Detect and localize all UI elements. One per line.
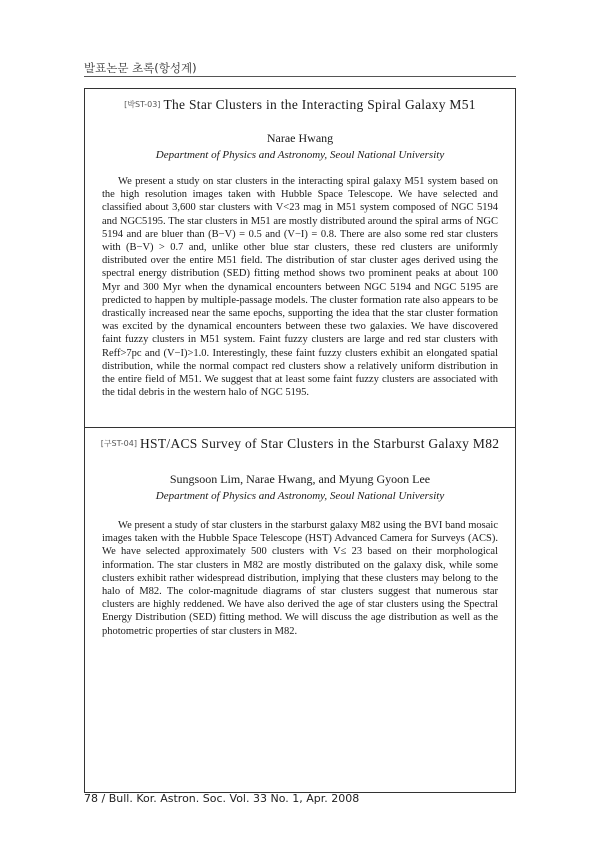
abstract-affiliation: Department of Physics and Astronomy, Seoul National University <box>155 490 445 502</box>
abstract-box-1 <box>84 88 516 428</box>
abstract-code: [박ST-03] <box>124 100 161 110</box>
abstract-title: HST/ACS Survey of Star Clusters in the Starburst Galaxy M82 <box>139 436 500 451</box>
abstract-authors: Sungsoon Lim, Narae Hwang, and Myung Gyoon Lee <box>169 472 431 486</box>
abstract-authors: Narae Hwang <box>266 131 334 145</box>
page-footer: 78 / Bull. Kor. Astron. Soc. Vol. 33 No. 1, Apr. 2008 <box>84 792 360 805</box>
abstract-body: We present a study on star clusters in the interacting spiral galaxy M51 system based on the high resolution images taken with Hubble Space Telescope. We have selected and classified about 3,600 star clusters with V<23 mag in M51 system composed of NGC 5194 and NGC5195. The star clusters in M51 are mostly distributed around the spiral arms of NGC 5194 and are bluer than (B−V) = 0.5 and (V−I) = 0.8. There are also some red star clusters with (B−V) > 0.7 and, unlike other blue star clusters, these red clusters are uniformly distributed over the entire M51 field. The distribution of star cluster ages derived using the spectral energy distribution (SED) fitting method shows two prominent peaks at about 100 Myr and 300 Myr when the dynamical encounters between NGC 5194 and NGC 5195 are predicted to happen by multiple-passage models. The cluster formation rate also appears to be drastically increased near the same epochs, supporting the idea that the star cluster formation was excited by the dynamical encounters between these two galaxies. We have discovered faint fuzzy clusters in M51 system. Faint fuzzy clusters are large and red star clusters with Reff>7pc and (V−I)>1.0. Interestingly, these faint fuzzy clusters exhibit an elongated spatial distribution, while the normal compact red clusters show a relatively uniform distribution in the entire field of M51. We suggest that at least some faint fuzzy clusters are associated with the tidal debris in the western halo of NGC 5195. <box>102 176 498 399</box>
abstract-box-2 <box>84 427 516 793</box>
abstract-body: We present a study of star clusters in the starburst galaxy M82 using the BVI band mosaic images taken with the Hubble Space Telescope (HST) Advanced Camera for Surveys (ACS). We have selected approximately 500 clusters with V≤ 23 based on their morphological information. The star clusters in M82 are mostly distributed on the galaxy disk, while some clusters exhibit rather widespread distribution, implying that these clusters may belong to the halo of M82. The color-magnitude diagrams of star clusters suggest that numerous star clusters are highly reddened. We have also derived the age of star clusters using the Spectral Energy Distribution (SED) fitting method. We will discuss the age distribution as well as the photometric properties of star clusters in M82. <box>102 520 498 637</box>
header-rule <box>84 76 516 77</box>
abstract-affiliation: Department of Physics and Astronomy, Seoul National University <box>155 149 445 161</box>
abstract-code: [구ST-04] <box>100 439 137 449</box>
running-header: 발표논문 초록(항성계) <box>84 61 197 75</box>
abstract-title-row <box>85 95 515 115</box>
abstract-title: The Star Clusters in the Interacting Spiral Galaxy M51 <box>163 97 476 112</box>
abstract-title-row <box>85 434 515 454</box>
